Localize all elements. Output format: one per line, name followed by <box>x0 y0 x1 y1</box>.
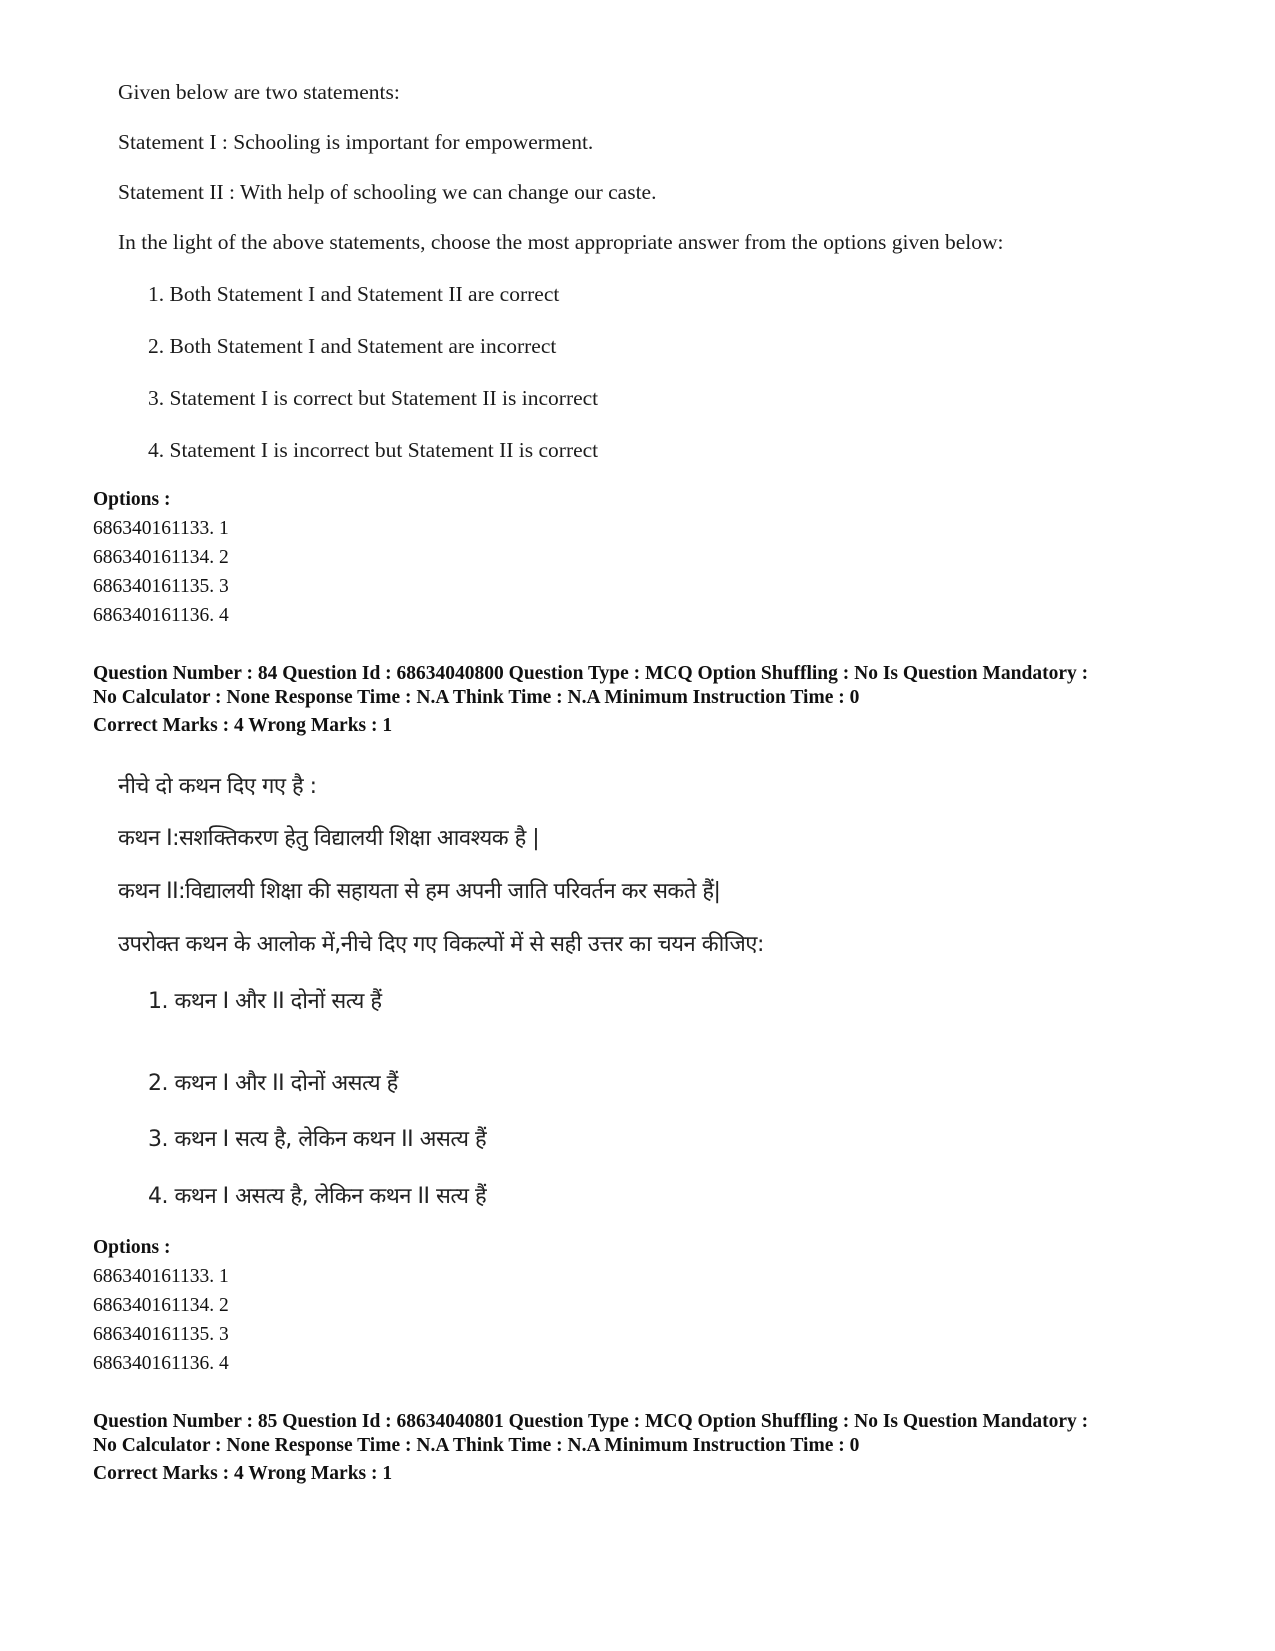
question-85-header <box>93 1410 1203 1486</box>
statement-1: Statement I : Schooling is important for empowerment. <box>118 130 594 154</box>
statement-2: Statement II : With help of schooling we can change our caste. <box>118 180 657 204</box>
answer-option-2: 2. Both Statement I and Statement are incorrect <box>148 334 557 358</box>
answer-option-2: 2. कथन I और II दोनों असत्य हैं <box>148 1071 398 1096</box>
option-id-4: 686340161136. 4 <box>93 1353 229 1374</box>
question-marks-line: Correct Marks : 4 Wrong Marks : 1 <box>93 1463 393 1484</box>
option-id-2: 686340161134. 2 <box>93 547 229 568</box>
option-id-2: 686340161134. 2 <box>93 1295 229 1316</box>
answer-option-4: 4. Statement I is incorrect but Statement II is correct <box>148 438 599 462</box>
option-id-3: 686340161135. 3 <box>93 576 229 597</box>
question-meta-line-2: No Calculator : None Response Time : N.A Think Time : N.A Minimum Instruction Time : 0 <box>93 687 860 708</box>
option-id-3: 686340161135. 3 <box>93 1324 229 1345</box>
statement-instruction: In the light of the above statements, choose the most appropriate answer from the options given below: <box>118 230 1004 254</box>
statement-2: कथन II:विद्यालयी शिक्षा की सहायता से हम अपनी जाति परिवर्तन कर सकते हैं| <box>118 879 721 904</box>
question-meta-line-2: No Calculator : None Response Time : N.A Think Time : N.A Minimum Instruction Time : 0 <box>93 1435 860 1456</box>
answer-option-1: 1. कथन I और II दोनों सत्य हैं <box>148 989 382 1014</box>
options-label: Options : <box>93 1237 171 1258</box>
question-83-options <box>93 486 229 630</box>
options-label: Options : <box>93 489 171 510</box>
answer-option-3: 3. कथन I सत्य है, लेकिन कथन II असत्य हैं <box>148 1127 487 1152</box>
option-id-1: 686340161133. 1 <box>93 518 229 539</box>
statement-intro: नीचे दो कथन दिए गए है : <box>118 774 317 799</box>
answer-option-4: 4. कथन I असत्य है, लेकिन कथन II सत्य हैं <box>148 1184 487 1209</box>
statement-instruction: उपरोक्त कथन के आलोक में,नीचे दिए गए विकल्पों में से सही उत्तर का चयन कीजिए: <box>118 932 764 957</box>
option-id-4: 686340161136. 4 <box>93 605 229 626</box>
question-84-options <box>93 1234 229 1378</box>
answer-option-3: 3. Statement I is correct but Statement II is incorrect <box>148 386 599 410</box>
question-meta-line-1: Question Number : 84 Question Id : 68634040800 Question Type : MCQ Option Shuffling : No Is Question Mandatory : <box>93 663 1089 684</box>
option-id-1: 686340161133. 1 <box>93 1266 229 1287</box>
statement-intro: Given below are two statements: <box>118 80 400 104</box>
statement-1: कथन I:सशक्तिकरण हेतु विद्यालयी शिक्षा आवश्यक है | <box>118 826 540 851</box>
answer-option-1: 1. Both Statement I and Statement II are correct <box>148 282 560 306</box>
question-meta-line-1: Question Number : 85 Question Id : 68634040801 Question Type : MCQ Option Shuffling : No Is Question Mandatory : <box>93 1411 1089 1432</box>
question-84-header <box>93 662 1203 738</box>
question-marks-line: Correct Marks : 4 Wrong Marks : 1 <box>93 715 393 736</box>
